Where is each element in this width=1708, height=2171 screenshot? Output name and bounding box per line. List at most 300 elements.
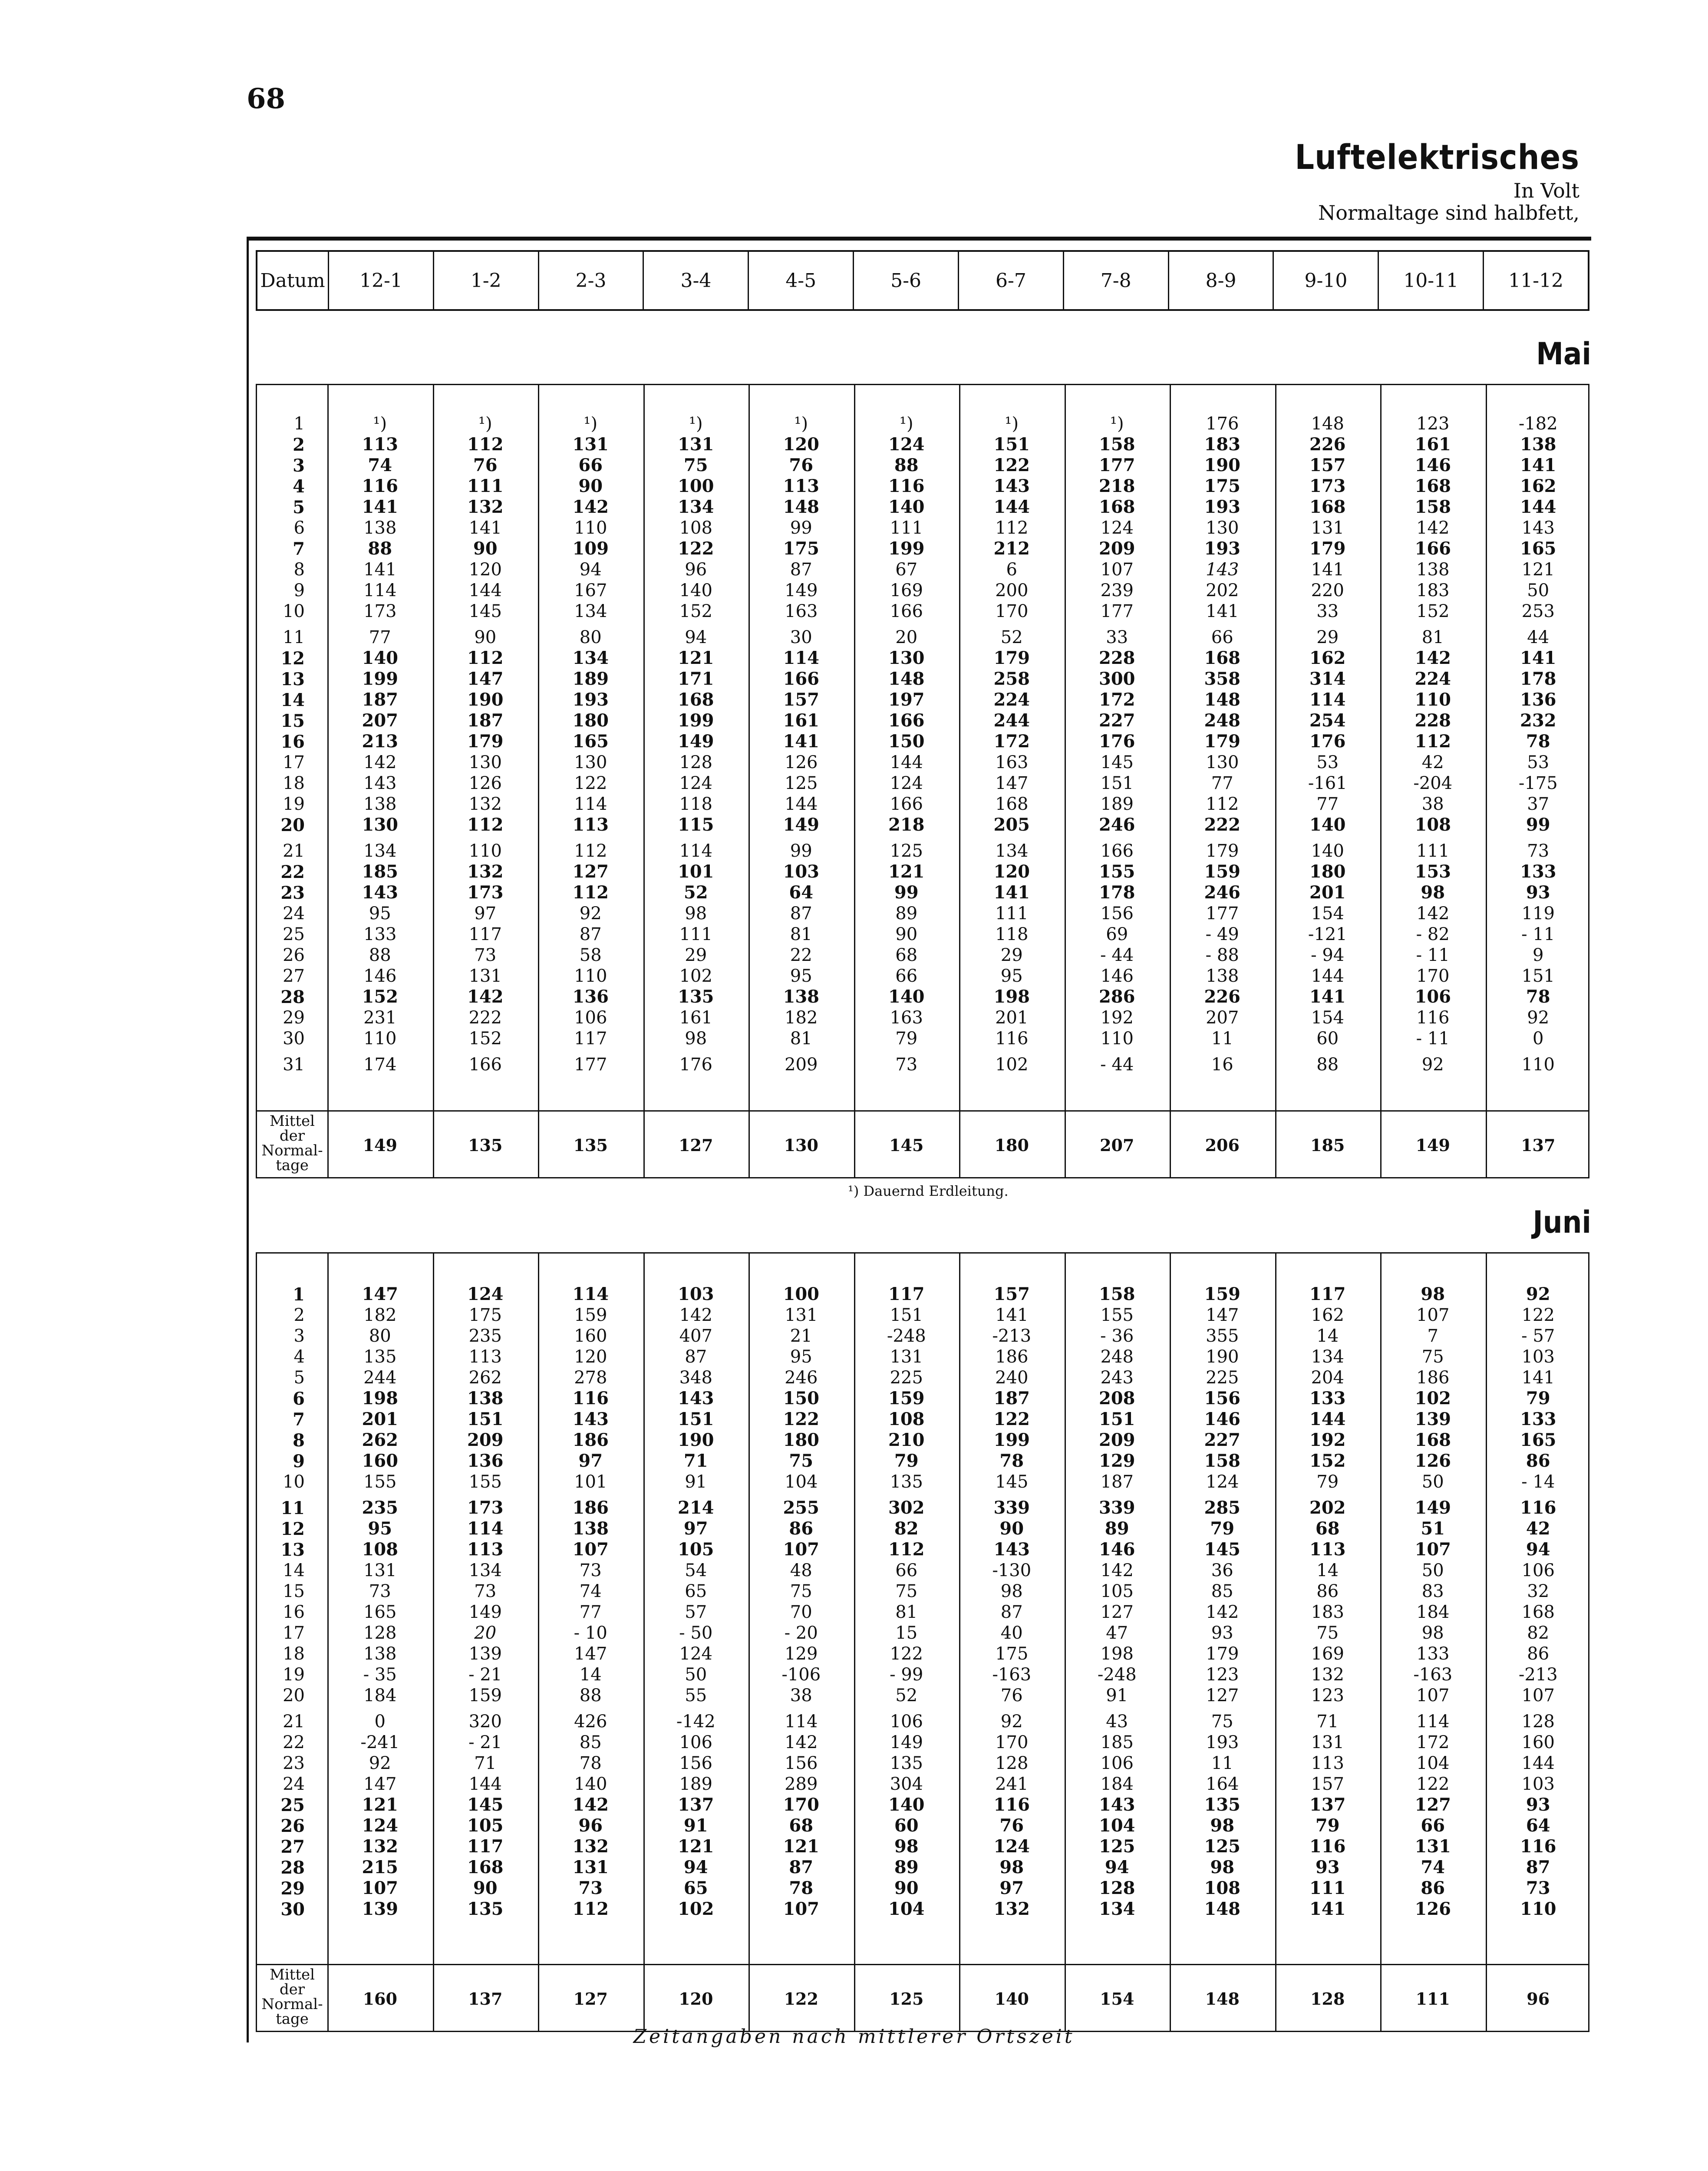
table-cell: -163: [992, 1665, 1032, 1685]
table-cell: 87: [685, 1347, 707, 1367]
day-number: 4: [293, 476, 305, 497]
table-cell: 73: [1527, 841, 1550, 861]
table-cell: 165: [363, 1602, 397, 1622]
table-cell: 67: [895, 560, 918, 580]
table-cell: 120: [993, 861, 1030, 882]
table-cell: 130: [468, 752, 502, 772]
table-cell: 93: [1526, 1795, 1550, 1815]
table-cell: 154: [1311, 1008, 1344, 1028]
table-cell: 118: [995, 924, 1029, 944]
day-number: 17: [283, 752, 305, 772]
table-cell: 68: [789, 1815, 814, 1836]
table-cell: 136: [467, 1451, 504, 1471]
table-cell: 94: [683, 1857, 708, 1877]
table-cell: 96: [578, 1815, 603, 1836]
table-cell: - 88: [1205, 945, 1239, 965]
table-cell: 92: [1527, 1008, 1550, 1028]
table-cell: 50: [685, 1665, 707, 1685]
table-cell: 99: [894, 882, 919, 903]
table-cell: 121: [678, 648, 714, 668]
table-cell: 138: [363, 794, 397, 814]
day-number: 11: [280, 1498, 305, 1518]
table-cell: 73: [474, 945, 497, 965]
table-cell: -248: [887, 1326, 926, 1346]
table-cell: 213: [362, 731, 398, 752]
table-cell: 85: [579, 1732, 602, 1752]
day-number: 15: [280, 710, 305, 731]
table-cell: 116: [995, 1029, 1029, 1049]
table-cell: 116: [572, 1388, 609, 1409]
table-cell: 166: [783, 669, 819, 689]
table-cell: 66: [1211, 627, 1233, 647]
table-cell: 154: [1311, 904, 1344, 924]
table-cell: 87: [1526, 1857, 1550, 1877]
table-cell: 226: [1204, 987, 1240, 1007]
table-cell: 113: [468, 1347, 502, 1367]
table-cell: 104: [1416, 1753, 1450, 1773]
table-cell: 262: [362, 1430, 398, 1450]
table-cell: 168: [1309, 497, 1346, 517]
table-cell: 130: [362, 815, 398, 835]
table-cell: 189: [572, 669, 609, 689]
month-title: Juni: [1533, 1204, 1591, 1240]
table-cell: 141: [1309, 1899, 1346, 1919]
table-cell: 159: [1204, 861, 1240, 882]
table-cell: 110: [574, 518, 607, 538]
table-cell: 172: [993, 731, 1030, 752]
day-number: 16: [283, 1602, 305, 1622]
table-cell: 98: [685, 904, 707, 924]
table-cell: 81: [790, 924, 812, 944]
table-cell: 122: [678, 538, 714, 559]
table-cell: 193: [1204, 497, 1240, 517]
table-cell: 129: [1099, 1451, 1135, 1471]
table-cell: 135: [1204, 1795, 1240, 1815]
table-cell: 117: [468, 924, 502, 944]
table-cell: 131: [890, 1347, 923, 1367]
table-cell: 134: [1099, 1899, 1135, 1919]
table-cell: 121: [1521, 560, 1555, 580]
table-cell: 122: [1521, 1305, 1555, 1325]
table-cell: 90: [895, 924, 918, 944]
day-number: 1: [293, 414, 305, 434]
table-cell: -204: [1413, 773, 1453, 793]
table-cell: 126: [1415, 1899, 1451, 1919]
mean-value: 137: [468, 1989, 503, 2009]
table-cell: 81: [1421, 627, 1444, 647]
table-cell: 232: [1520, 710, 1556, 731]
table-cell: 107: [1416, 1305, 1450, 1325]
table-cell: 91: [1106, 1686, 1128, 1706]
table-cell: 114: [1416, 1712, 1450, 1732]
table-cell: 108: [679, 518, 712, 538]
table-cell: 16: [1211, 1055, 1233, 1075]
table-cell: 166: [468, 1055, 502, 1075]
table-cell: 170: [1416, 966, 1450, 986]
table-cell: 198: [362, 1388, 398, 1409]
table-cell: 144: [890, 752, 923, 772]
day-number: 12: [280, 648, 305, 669]
table-cell: 151: [678, 1409, 714, 1429]
mean-value: 180: [994, 1135, 1029, 1155]
day-number: 26: [280, 1815, 305, 1836]
table-cell: 90: [578, 476, 603, 496]
day-number: 24: [283, 1774, 305, 1794]
table-cell: 138: [1416, 560, 1450, 580]
table-cell: 73: [895, 1055, 918, 1075]
table-cell: 113: [1311, 1753, 1344, 1773]
table-cell: 132: [467, 497, 504, 517]
table-cell: 127: [572, 861, 609, 882]
day-number: 9: [293, 1451, 305, 1472]
table-cell: 124: [890, 773, 923, 793]
table-cell: 52: [895, 1686, 918, 1706]
table-cell: 50: [1527, 581, 1550, 600]
table-cell: 125: [1204, 1836, 1240, 1857]
header-hour: 3-4: [643, 252, 748, 309]
table-cell: 136: [1520, 690, 1556, 710]
table-cell: 98: [1421, 1284, 1445, 1304]
table-cell: 147: [362, 1284, 398, 1304]
table-cell: 110: [363, 1029, 397, 1049]
table-cell: 176: [1309, 731, 1346, 752]
table-cell: 77: [1211, 773, 1233, 793]
table-cell: 121: [783, 1836, 819, 1857]
table-cell: 52: [683, 882, 708, 903]
table-cell: 52: [1000, 627, 1023, 647]
mean-value: 96: [1527, 1989, 1550, 2009]
table-cell: 108: [1204, 1878, 1240, 1898]
table-cell: 112: [1415, 731, 1451, 752]
table-cell: 100: [678, 476, 714, 496]
mean-label: Mittel der Normal- tage: [261, 1112, 323, 1174]
table-cell: 110: [468, 841, 502, 861]
table-cell: 177: [1206, 904, 1239, 924]
table-cell: 112: [572, 882, 609, 903]
table-cell: 57: [685, 1602, 707, 1622]
mean-label: Mittel der Normal- tage: [261, 1966, 323, 2028]
table-cell: 152: [1416, 601, 1450, 621]
table-cell: 149: [783, 815, 819, 835]
table-cell: 120: [574, 1347, 607, 1367]
table-cell: 143: [993, 476, 1030, 496]
table-cell: 142: [572, 497, 609, 517]
table-cell: 175: [468, 1305, 502, 1325]
table-cell: 64: [1526, 1815, 1550, 1836]
table-cell: 136: [572, 987, 609, 1007]
table-cell: 244: [993, 710, 1030, 731]
table-cell: 110: [574, 966, 607, 986]
table-cell: 156: [785, 1753, 818, 1773]
table-cell: 190: [467, 690, 504, 710]
table-cell: 116: [1416, 1008, 1450, 1028]
table-cell: 169: [890, 581, 923, 600]
table-cell: 355: [1206, 1326, 1239, 1346]
table-cell: 246: [785, 1368, 818, 1388]
table-cell: 132: [362, 1836, 398, 1857]
table-cell: 138: [783, 987, 819, 1007]
table-cell: 32: [1527, 1581, 1550, 1601]
table-cell: 104: [785, 1472, 818, 1492]
table-cell: 150: [888, 731, 925, 752]
table-cell: 177: [1099, 455, 1135, 475]
table-cell: 114: [363, 581, 397, 600]
table-cell: 88: [1316, 1055, 1339, 1075]
table-cell: 166: [890, 601, 923, 621]
table-cell: 124: [679, 773, 712, 793]
table-cell: 113: [783, 476, 819, 496]
table-cell: 161: [1415, 434, 1451, 455]
table-cell: 137: [1309, 1795, 1346, 1815]
table-cell: 14: [1316, 1326, 1339, 1346]
table-cell: 92: [1000, 1712, 1023, 1732]
table-cell: 116: [1520, 1498, 1556, 1518]
table-cell: 133: [1520, 1409, 1556, 1429]
table-cell: 105: [678, 1539, 714, 1560]
table-cell: 113: [467, 1539, 504, 1560]
table-cell: 75: [683, 455, 708, 475]
table-cell: 153: [1415, 861, 1451, 882]
table-cell: 116: [1309, 1836, 1346, 1857]
table-cell: 168: [1415, 476, 1451, 496]
mean-value: 122: [784, 1989, 818, 2009]
table-cell: 147: [1206, 1305, 1239, 1325]
table-cell: 114: [785, 1712, 818, 1732]
table-cell: 151: [467, 1409, 504, 1429]
table-cell: 125: [890, 841, 923, 861]
table-cell: 117: [574, 1029, 607, 1049]
table-cell: 71: [683, 1451, 708, 1471]
table-cell: 98: [1421, 1623, 1444, 1643]
table-cell: 222: [1204, 815, 1240, 835]
table-cell: 80: [579, 627, 602, 647]
table-cell: 113: [1309, 1539, 1346, 1560]
table-cell: 184: [363, 1686, 397, 1706]
table-cell: 79: [1315, 1815, 1340, 1836]
mean-value: 154: [1100, 1989, 1134, 2009]
table-cell: 86: [1421, 1878, 1445, 1898]
table-cell: 29: [1316, 627, 1339, 647]
table-cell: 168: [1204, 648, 1240, 668]
table-cell: - 99: [890, 1665, 923, 1685]
table-cell: 100: [783, 1284, 819, 1304]
table-cell: 122: [993, 455, 1030, 475]
table-cell: 123: [1311, 1686, 1344, 1706]
table-cell: 119: [1521, 904, 1555, 924]
table-cell: 118: [679, 794, 712, 814]
table-cell: 163: [995, 752, 1029, 772]
table-cell: 246: [1099, 815, 1135, 835]
table-cell: -213: [992, 1326, 1032, 1346]
table-cell: 105: [467, 1815, 504, 1836]
table-cell: 146: [1100, 966, 1134, 986]
table-cell: 86: [1526, 1451, 1550, 1471]
table-cell: 165: [1520, 1430, 1556, 1450]
table-cell: 90: [473, 538, 498, 559]
table-cell: 60: [1316, 1029, 1339, 1049]
table-cell: 127: [1206, 1686, 1239, 1706]
table-cell: 222: [468, 1008, 502, 1028]
table-cell: 144: [468, 1774, 502, 1794]
table-cell: 165: [572, 731, 609, 752]
table-cell: 94: [1526, 1539, 1550, 1560]
table-cell: 106: [574, 1008, 607, 1028]
table-cell: 111: [1416, 841, 1450, 861]
table-cell: 151: [1100, 773, 1134, 793]
table-cell: 235: [468, 1326, 502, 1346]
table-cell: 173: [467, 882, 504, 903]
table-cell: 135: [467, 1899, 504, 1919]
table-cell: 426: [574, 1712, 607, 1732]
table-header: [256, 250, 1589, 311]
table-cell: 209: [467, 1430, 504, 1450]
table-cell: 302: [888, 1498, 925, 1518]
table-cell: 145: [468, 601, 502, 621]
table-cell: 148: [888, 669, 925, 689]
table-cell: 145: [467, 1795, 504, 1815]
table-cell: 144: [993, 497, 1030, 517]
table-cell: 76: [1000, 1686, 1023, 1706]
table-cell: 140: [362, 648, 398, 668]
table-cell: 147: [363, 1774, 397, 1794]
table-cell: 38: [1421, 794, 1444, 814]
header-hour: 8-9: [1168, 252, 1273, 309]
table-cell: 141: [993, 882, 1030, 903]
table-cell: 135: [890, 1472, 923, 1492]
table-cell: 157: [1309, 455, 1346, 475]
table-cell: 139: [362, 1899, 398, 1919]
mean-value: 185: [1310, 1135, 1345, 1155]
table-cell: 92: [1526, 1284, 1550, 1304]
table-cell: 205: [993, 815, 1030, 835]
table-cell: 68: [1315, 1518, 1340, 1539]
table-cell: 75: [789, 1451, 814, 1471]
table-cell: 113: [362, 434, 398, 455]
table-cell: 162: [1311, 1305, 1344, 1325]
table-cell: 207: [1206, 1008, 1239, 1028]
table-cell: 156: [1100, 904, 1134, 924]
table-cell: 240: [995, 1368, 1029, 1388]
day-number: 26: [283, 945, 305, 965]
table-cell: 144: [468, 581, 502, 600]
table-cell: 73: [474, 1581, 497, 1601]
table-cell: 9: [1533, 945, 1544, 965]
table-cell: 172: [1416, 1732, 1450, 1752]
table-cell: 22: [790, 945, 812, 965]
table-cell: 231: [363, 1008, 397, 1028]
table-cell: - 36: [1100, 1326, 1134, 1346]
table-cell: 141: [1309, 987, 1346, 1007]
table-cell: 358: [1204, 669, 1240, 689]
table-cell: 141: [1206, 601, 1239, 621]
table-cell: 320: [468, 1712, 502, 1732]
table-cell: 131: [363, 1561, 397, 1580]
table-cell: 183: [1416, 581, 1450, 600]
table-cell: 149: [890, 1732, 923, 1752]
table-cell: 124: [679, 1644, 712, 1664]
table-cell: 140: [574, 1774, 607, 1794]
table-cell: 159: [468, 1686, 502, 1706]
table-cell: 107: [1521, 1686, 1555, 1706]
day-number: 10: [283, 1472, 305, 1492]
table-cell: 75: [790, 1581, 812, 1601]
table-cell: 124: [467, 1284, 504, 1304]
table-cell: 86: [1527, 1644, 1550, 1664]
table-cell: 95: [369, 904, 391, 924]
table-cell: 76: [473, 455, 498, 475]
table-cell: 156: [679, 1753, 712, 1773]
table-cell: 132: [468, 794, 502, 814]
table-cell: 141: [995, 1305, 1029, 1325]
table-cell: 117: [1309, 1284, 1346, 1304]
table-cell: 163: [890, 1008, 923, 1028]
table-cell: 170: [995, 1732, 1029, 1752]
table-cell: 133: [1520, 861, 1556, 882]
table-cell: 176: [1099, 731, 1135, 752]
table-cell: 102: [1415, 1388, 1451, 1409]
table-cell: 140: [1311, 841, 1344, 861]
table-cell: 73: [579, 1561, 602, 1580]
table-cell: 300: [1099, 669, 1135, 689]
table-cell: 11: [1211, 1753, 1233, 1773]
table-cell: 339: [993, 1498, 1030, 1518]
table-cell: 187: [362, 690, 398, 710]
table-cell: 158: [1099, 1284, 1135, 1304]
table-cell: 121: [888, 861, 925, 882]
table-cell: 187: [1100, 1472, 1134, 1492]
table-cell: 339: [1099, 1498, 1135, 1518]
day-number: 25: [283, 924, 305, 944]
table-cell: 163: [785, 601, 818, 621]
table-cell: - 50: [679, 1623, 713, 1643]
table-cell: - 44: [1100, 945, 1134, 965]
table-cell: 166: [890, 794, 923, 814]
table-cell: 146: [1415, 455, 1451, 475]
table-cell: 132: [467, 861, 504, 882]
footnote: ¹) Dauernd Erdleitung.: [848, 1183, 1009, 1199]
table-cell: 134: [678, 497, 714, 517]
table-cell: ¹): [373, 414, 387, 434]
table-cell: 58: [579, 945, 602, 965]
day-number: 27: [280, 1836, 305, 1857]
table-cell: 140: [888, 987, 925, 1007]
table-cell: ¹): [1005, 414, 1019, 434]
table-cell: 130: [1206, 518, 1239, 538]
table-cell: 128: [995, 1753, 1029, 1773]
table-cell: 164: [1206, 1774, 1239, 1794]
table-cell: - 57: [1521, 1326, 1555, 1346]
table-cell: 193: [1206, 1732, 1239, 1752]
table-cell: 253: [1521, 601, 1555, 621]
table-cell: 120: [783, 434, 819, 455]
table-cell: 33: [1106, 627, 1128, 647]
table-cell: 148: [1311, 414, 1344, 434]
table-cell: 71: [474, 1753, 497, 1773]
table-cell: 193: [572, 690, 609, 710]
table-cell: 43: [1106, 1712, 1128, 1732]
table-cell: 141: [783, 731, 819, 752]
mean-value: 130: [784, 1135, 818, 1155]
table-cell: 142: [467, 987, 504, 1007]
mean-value: 128: [1310, 1989, 1345, 2009]
table-cell: 78: [789, 1878, 814, 1898]
table-cell: 143: [363, 773, 397, 793]
table-cell: 142: [1416, 904, 1450, 924]
table-cell: 168: [678, 690, 714, 710]
table-cell: 111: [467, 476, 504, 496]
table-cell: 144: [1521, 1753, 1555, 1773]
mean-value: 127: [573, 1989, 608, 2009]
